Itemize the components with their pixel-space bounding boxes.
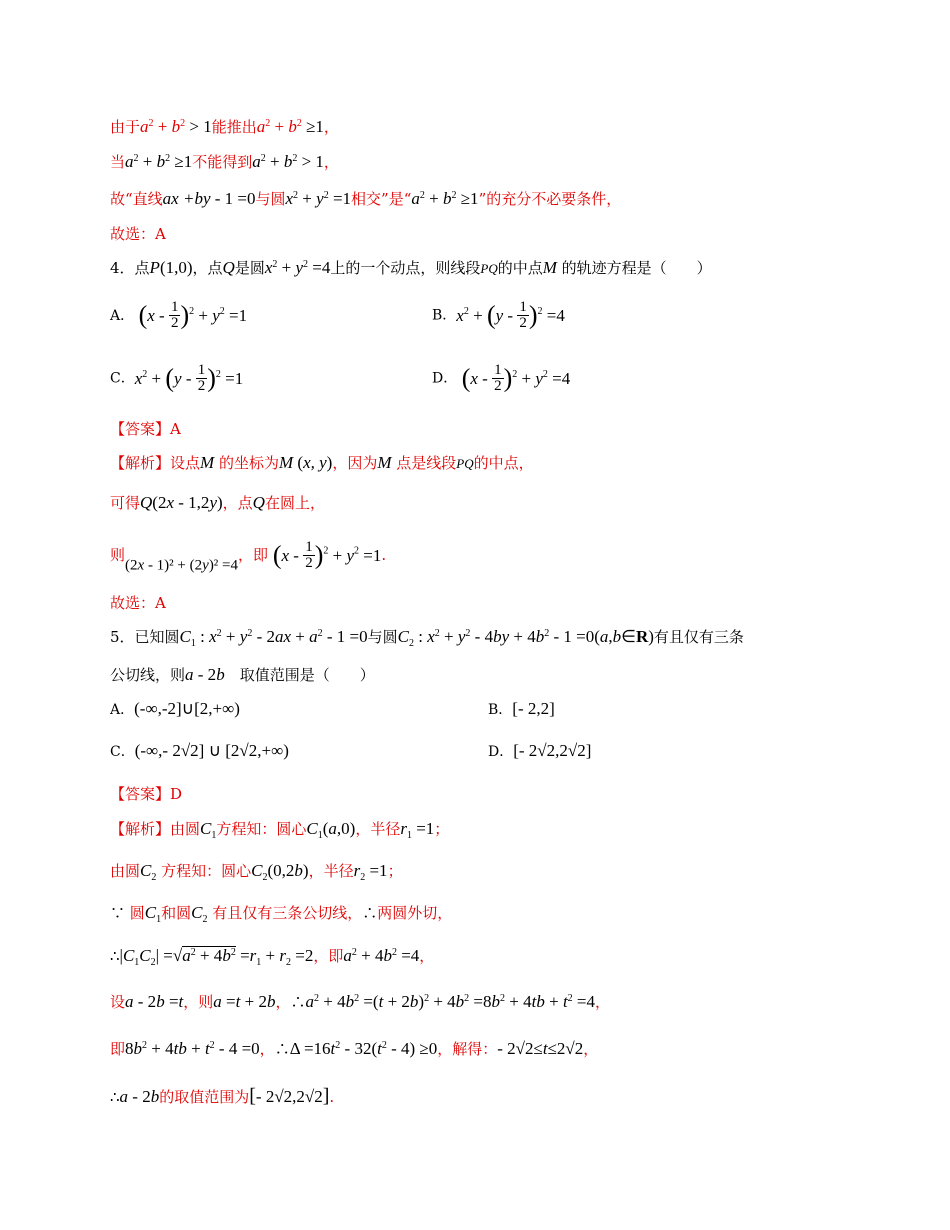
answer-choice-line: 故选：A — [110, 594, 166, 612]
solution-line: ∵ 圆$C_1$和圆$C_2$ 有且仅有三条公切线，∴两圆外切， — [110, 903, 453, 925]
solution-line: 【解析】由圆$C_1$方程知：圆心$C_1(a,0)$，半径$r_1 =1$； — [110, 819, 450, 841]
solution-line: ∴a - 2b的取值范围为[- 2√2,2√2]. — [110, 1085, 335, 1107]
text-line: 当$a^2 + b^2 \ge 1$不能得到$a^2 + b^2 > 1$， — [110, 152, 339, 171]
option-a: A． (x - $\frac{1}{2}$ )$^2 + y^2 =1$ — [110, 299, 248, 331]
solution-line: 可得Q(2x - 1,2y)，点Q在圆上， — [110, 493, 325, 512]
option-d: D．[- 2√2,2√2] — [488, 741, 592, 760]
solution-line: 设a - 2b =t，则a =t + 2b，$\therefore a^2 + 4b^2 =(t + 2b)^2 + 4b^2 =8b^2 + 4tb + t^2 =4$， — [110, 992, 611, 1011]
solution-line: 则(2x - 1)² + (2y)² =4，即 (x - $\frac{1}{2}$ )$^2 + y^2 =1$. — [110, 539, 387, 574]
solution-line: 【解析】设点M 的坐标为M (x, y)，因为M 点是线段PQ的中点， — [110, 453, 534, 472]
solution-line: $\therefore|C_1C_2| =√a^2 + 4b^2 =r_1 + r_2 =2$，即$a^2 + 4b^2 =4$， — [110, 946, 435, 968]
option-c: C．$x^2 + (y$ - $\frac{1}{2}$ )$^2$ =1 — [110, 362, 244, 394]
option-a: A．(-∞,-2]∪[2,+∞) — [110, 699, 240, 718]
text-line: 由于$a^2 + b^2 > 1$能推出$a^2 + b^2 \ge 1$， — [110, 117, 339, 136]
option-b: B．[- 2,2] — [488, 699, 555, 718]
answer-label: 【答案】A — [110, 420, 181, 438]
answer-label: 【答案】D — [110, 785, 183, 803]
option-b: B．$x^2 + (y$ - $\frac{1}{2}$ )$^2$ =4 — [432, 299, 565, 331]
text-line: 故“直线ax +by - 1 =0与圆$x^2 + y^2 =1$相交”是“$a^2 + b^2 \ge 1$”的充分不必要条件， — [110, 189, 622, 208]
question-5-cont: 公切线，则a - 2b 取值范围是（ ） — [110, 665, 375, 684]
option-d: D． (x - $\frac{1}{2}$ )$^2 + y^2 =4$ — [432, 362, 571, 394]
question-4: 4．点P(1,0)，点Q是圆$x^2 + y^2 =4$上的一个动点，则线段PQ的中点M 的轨迹方程是（ ） — [110, 258, 712, 277]
solution-line: 即$8b^2 + 4tb + t^2 - 4 =0$，∴Δ $=16t^2 - 32(t^2 - 4) \ge 0$，解得：- 2√2≤t≤2√2， — [110, 1039, 599, 1058]
question-5: 5．已知圆$C_1$ : $x^2 + y^2 - 2ax + a^2 - 1 =0$与圆$C_2$ : $x^2 + y^2 - 4by + 4b^2 - 1$ =0(a,b∈R)有且仅有三条 — [110, 627, 744, 649]
answer-choice-line: 故选：A — [110, 225, 166, 243]
solution-line: 由圆$C_2$ 方程知：圆心$C_2(0,2b)$，半径$r_2 =1$； — [110, 861, 403, 883]
option-c: C．(-∞,- 2√2] ∪ [2√2,+∞) — [110, 741, 289, 760]
